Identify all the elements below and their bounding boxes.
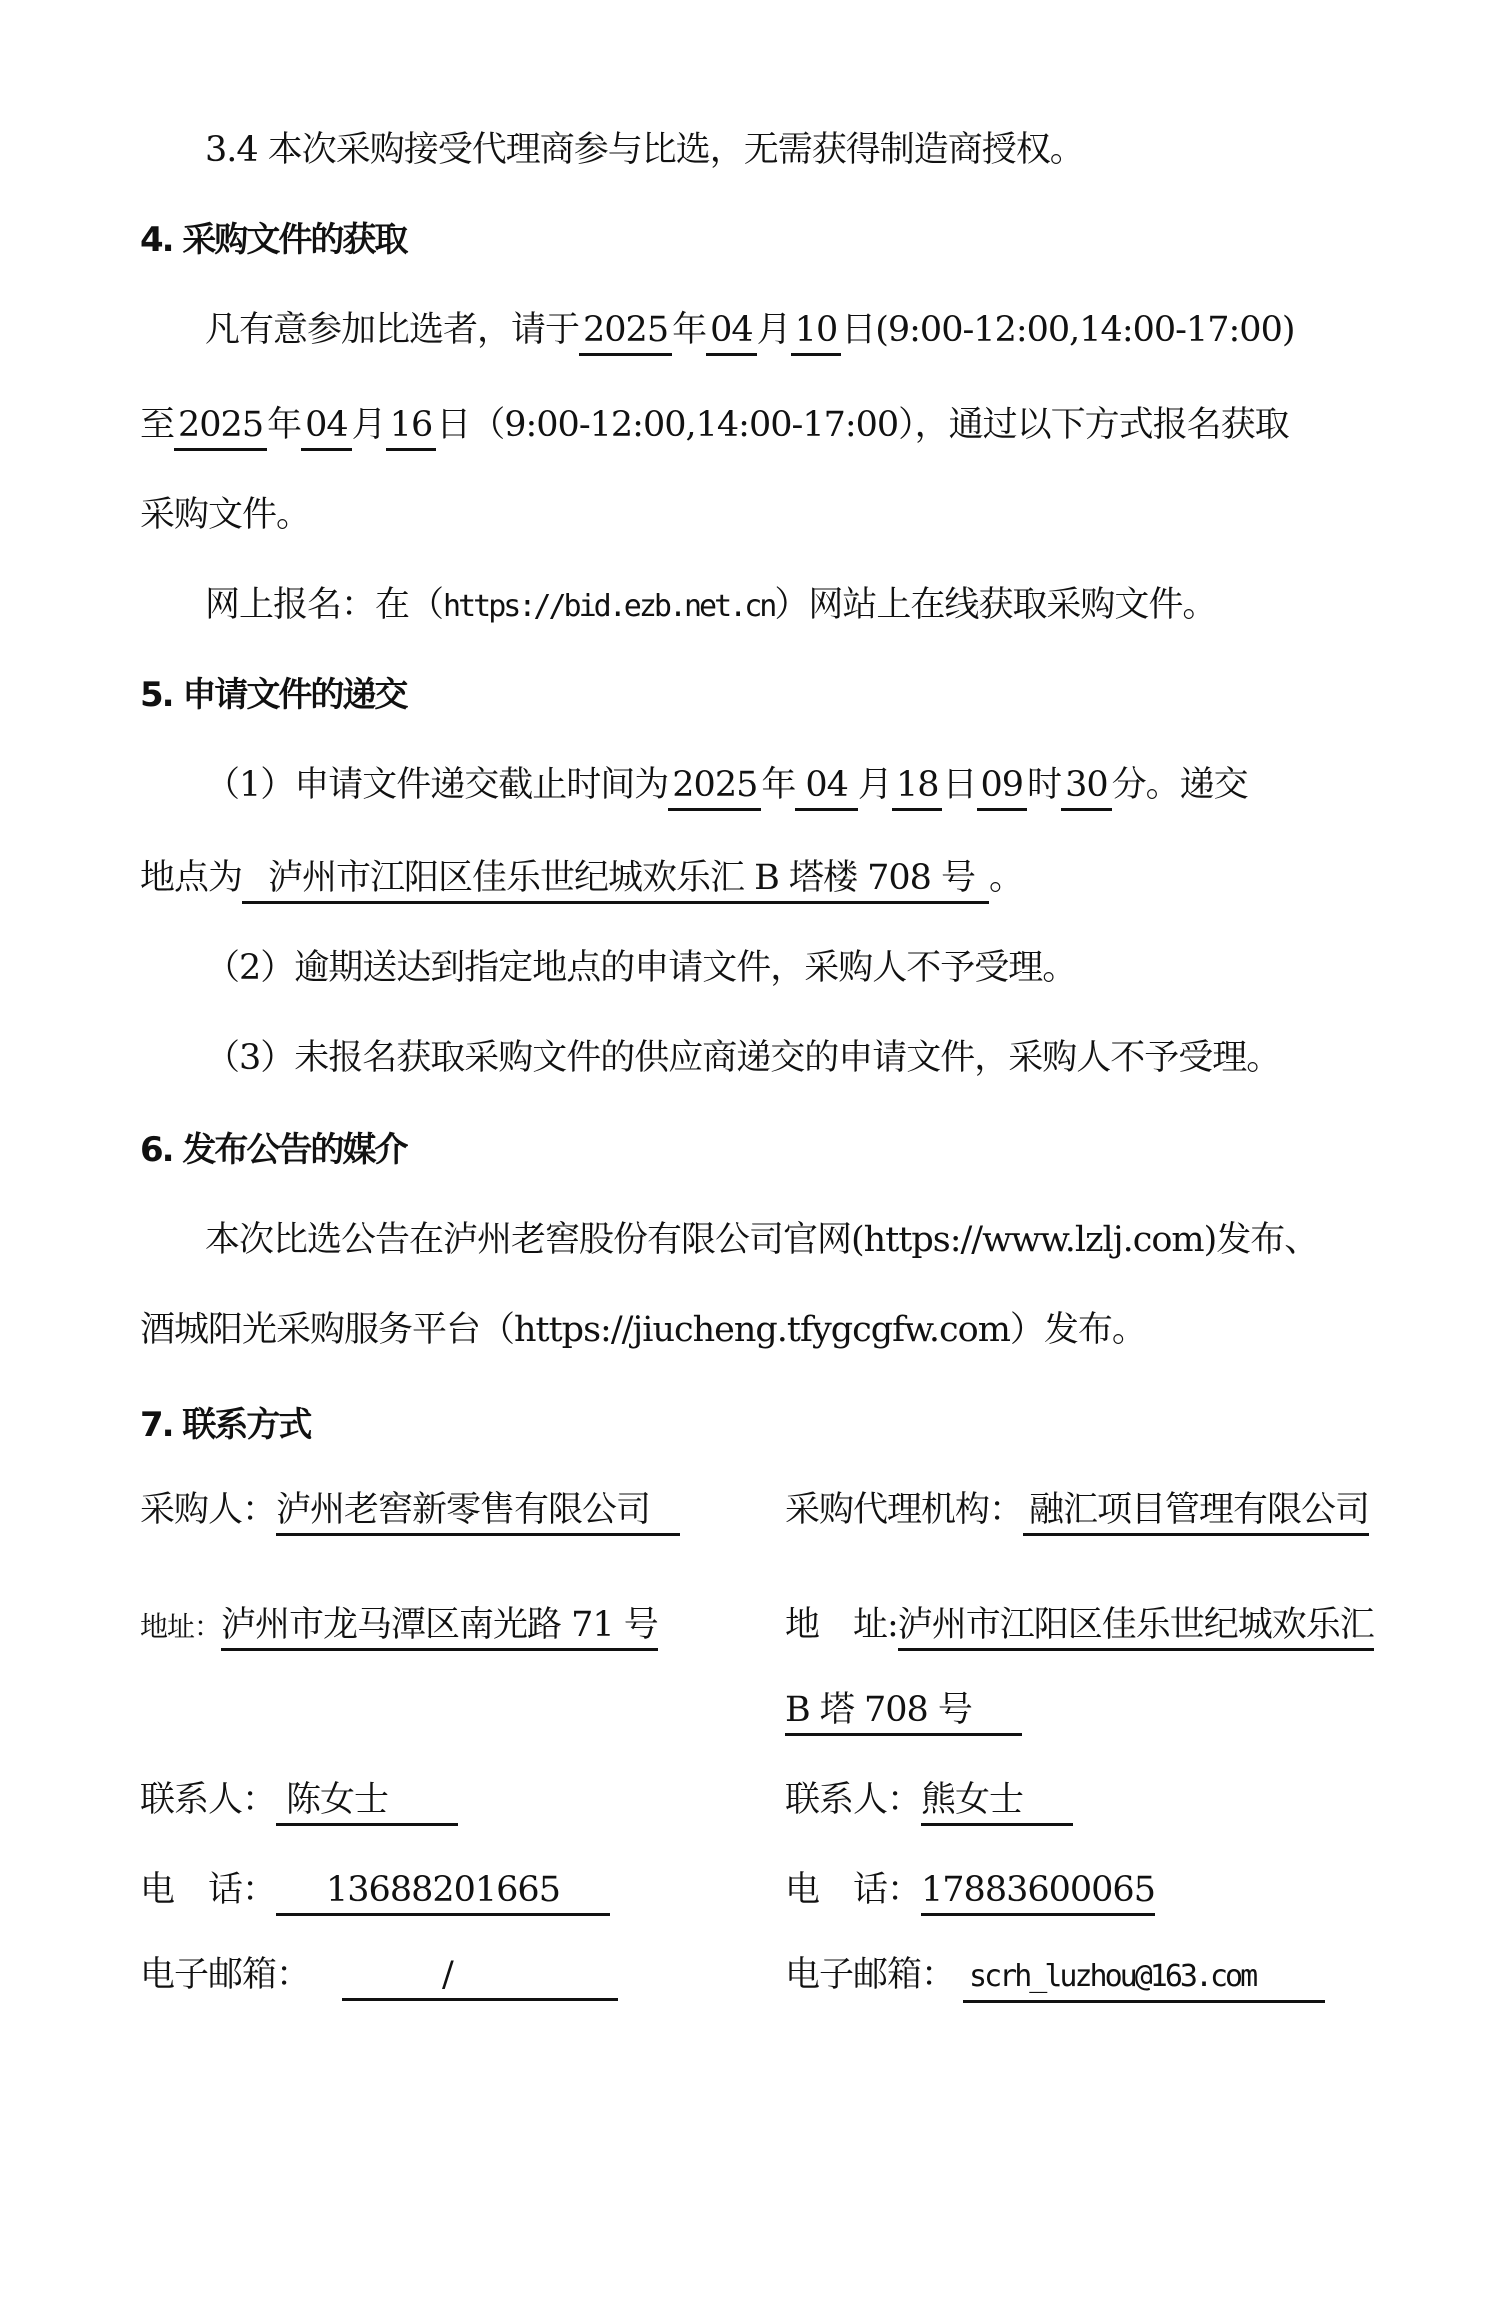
agency-email-link[interactable]: scrh_luzhou@163.com xyxy=(963,1955,1325,2003)
agency-contact-label: 联系人： xyxy=(785,1780,922,1820)
text: 年 xyxy=(761,765,796,805)
agency-contact: 熊女士 xyxy=(921,1778,1073,1826)
start-year: 2025 xyxy=(579,308,672,356)
item-unregistered-submission: （3）未报名获取采购文件的供应商递交的申请文件，采购人不予受理。 xyxy=(205,1038,1281,1078)
text: 凡有意参加比选者，请于 xyxy=(205,310,580,350)
section-5-heading: 5. 申请文件的递交 xyxy=(140,675,407,715)
registration-period-end-cont: 采购文件。 xyxy=(140,495,311,535)
purchaser-email-row xyxy=(140,1950,618,2000)
text: 分。递交 xyxy=(1111,765,1248,805)
bid-url-link[interactable]: https://bid.ezb.net.cn xyxy=(443,589,775,624)
text: 时 xyxy=(1027,765,1062,805)
text: 网上报名：在（ xyxy=(205,585,444,625)
purchaser-contact: 陈女士 xyxy=(276,1778,458,1826)
purchaser-email-label: 电子邮箱： xyxy=(140,1955,311,1995)
agency-phone-row xyxy=(785,1865,1155,1915)
section-4-heading: 4. 采购文件的获取 xyxy=(140,220,407,260)
agency-address-line2: B 塔 708 号 xyxy=(785,1688,1022,1736)
media-line-2: 酒城阳光采购服务平台（https://jiucheng.tfygcgfw.com）发布。 xyxy=(140,1310,1146,1350)
item-3-4: 3.4 本次采购接受代理商参与比选，无需获得制造商授权。 xyxy=(205,130,1084,170)
deadline-minute: 30 xyxy=(1061,763,1112,811)
registration-period-end xyxy=(140,400,1289,450)
purchaser-address-label: 地址： xyxy=(140,1610,222,1643)
media-line-1: 本次比选公告在泸州老窖股份有限公司官网(https://www.lzlj.com)发布、 xyxy=(205,1220,1319,1260)
purchaser-address: 泸州市龙马潭区南光路 71 号 xyxy=(221,1603,658,1651)
submission-deadline xyxy=(205,760,1248,810)
deadline-year: 2025 xyxy=(668,763,761,811)
purchaser-phone: 13688201665 xyxy=(276,1868,610,1916)
text: 至 xyxy=(140,405,175,445)
registration-period-start xyxy=(205,305,1295,355)
deadline-hour: 09 xyxy=(977,763,1028,811)
item-late-submission: （2）逾期送达到指定地点的申请文件，采购人不予受理。 xyxy=(205,948,1077,988)
deadline-month: 04 xyxy=(795,763,858,811)
purchaser-contact-row xyxy=(140,1775,458,1825)
agency-row xyxy=(785,1485,1369,1535)
text: 地点为 xyxy=(140,858,243,898)
agency-address-row xyxy=(785,1600,1374,1650)
agency-phone-label: 电 话： xyxy=(785,1870,922,1910)
agency-address-label: 地 址: xyxy=(785,1605,898,1645)
text: 月 xyxy=(756,310,791,350)
agency-email-label: 电子邮箱： xyxy=(785,1955,956,1995)
text: 月 xyxy=(857,765,892,805)
text: 月 xyxy=(351,405,386,445)
agency-address-line1: 泸州市江阳区佳乐世纪城欢乐汇 xyxy=(898,1603,1374,1651)
purchaser-label: 采购人： xyxy=(140,1490,277,1530)
purchaser-address-row xyxy=(140,1600,658,1650)
agency-name: 融汇项目管理有限公司 xyxy=(1023,1488,1369,1536)
text: （1）申请文件递交截止时间为 xyxy=(205,765,669,805)
deadline-day: 18 xyxy=(892,763,943,811)
purchaser-row xyxy=(140,1485,680,1535)
section-7-heading: 7. 联系方式 xyxy=(140,1405,311,1445)
text: 日(9:00-12:00,14:00-17:00) xyxy=(841,310,1295,350)
purchaser-name: 泸州老窖新零售有限公司 xyxy=(276,1488,680,1536)
agency-email-row xyxy=(785,1950,1325,2000)
agency-phone: 17883600065 xyxy=(921,1868,1155,1916)
text: ）网站上在线获取采购文件。 xyxy=(774,585,1217,625)
end-day: 16 xyxy=(386,403,437,451)
purchaser-contact-label: 联系人： xyxy=(140,1780,277,1820)
section-6-heading: 6. 发布公告的媒介 xyxy=(140,1130,407,1170)
start-month: 04 xyxy=(706,308,757,356)
text: 日（9:00-12:00,14:00-17:00），通过以下方式报名获取 xyxy=(436,405,1289,445)
text: 日 xyxy=(942,765,977,805)
text: 年 xyxy=(267,405,302,445)
purchaser-email: / xyxy=(342,1953,618,2001)
agency-contact-row xyxy=(785,1775,1073,1825)
submission-location xyxy=(140,853,1023,903)
end-year: 2025 xyxy=(174,403,267,451)
agency-address-row-2 xyxy=(785,1685,1022,1735)
online-registration xyxy=(205,580,1216,630)
start-day: 10 xyxy=(791,308,842,356)
text: 年 xyxy=(672,310,707,350)
purchaser-phone-label: 电 话： xyxy=(140,1870,277,1910)
purchaser-phone-row xyxy=(140,1865,610,1915)
text: 。 xyxy=(989,858,1024,898)
agency-label: 采购代理机构： xyxy=(785,1490,1024,1530)
location-value: 泸州市江阳区佳乐世纪城欢乐汇 B 塔楼 708 号 xyxy=(242,856,989,904)
end-month: 04 xyxy=(301,403,352,451)
